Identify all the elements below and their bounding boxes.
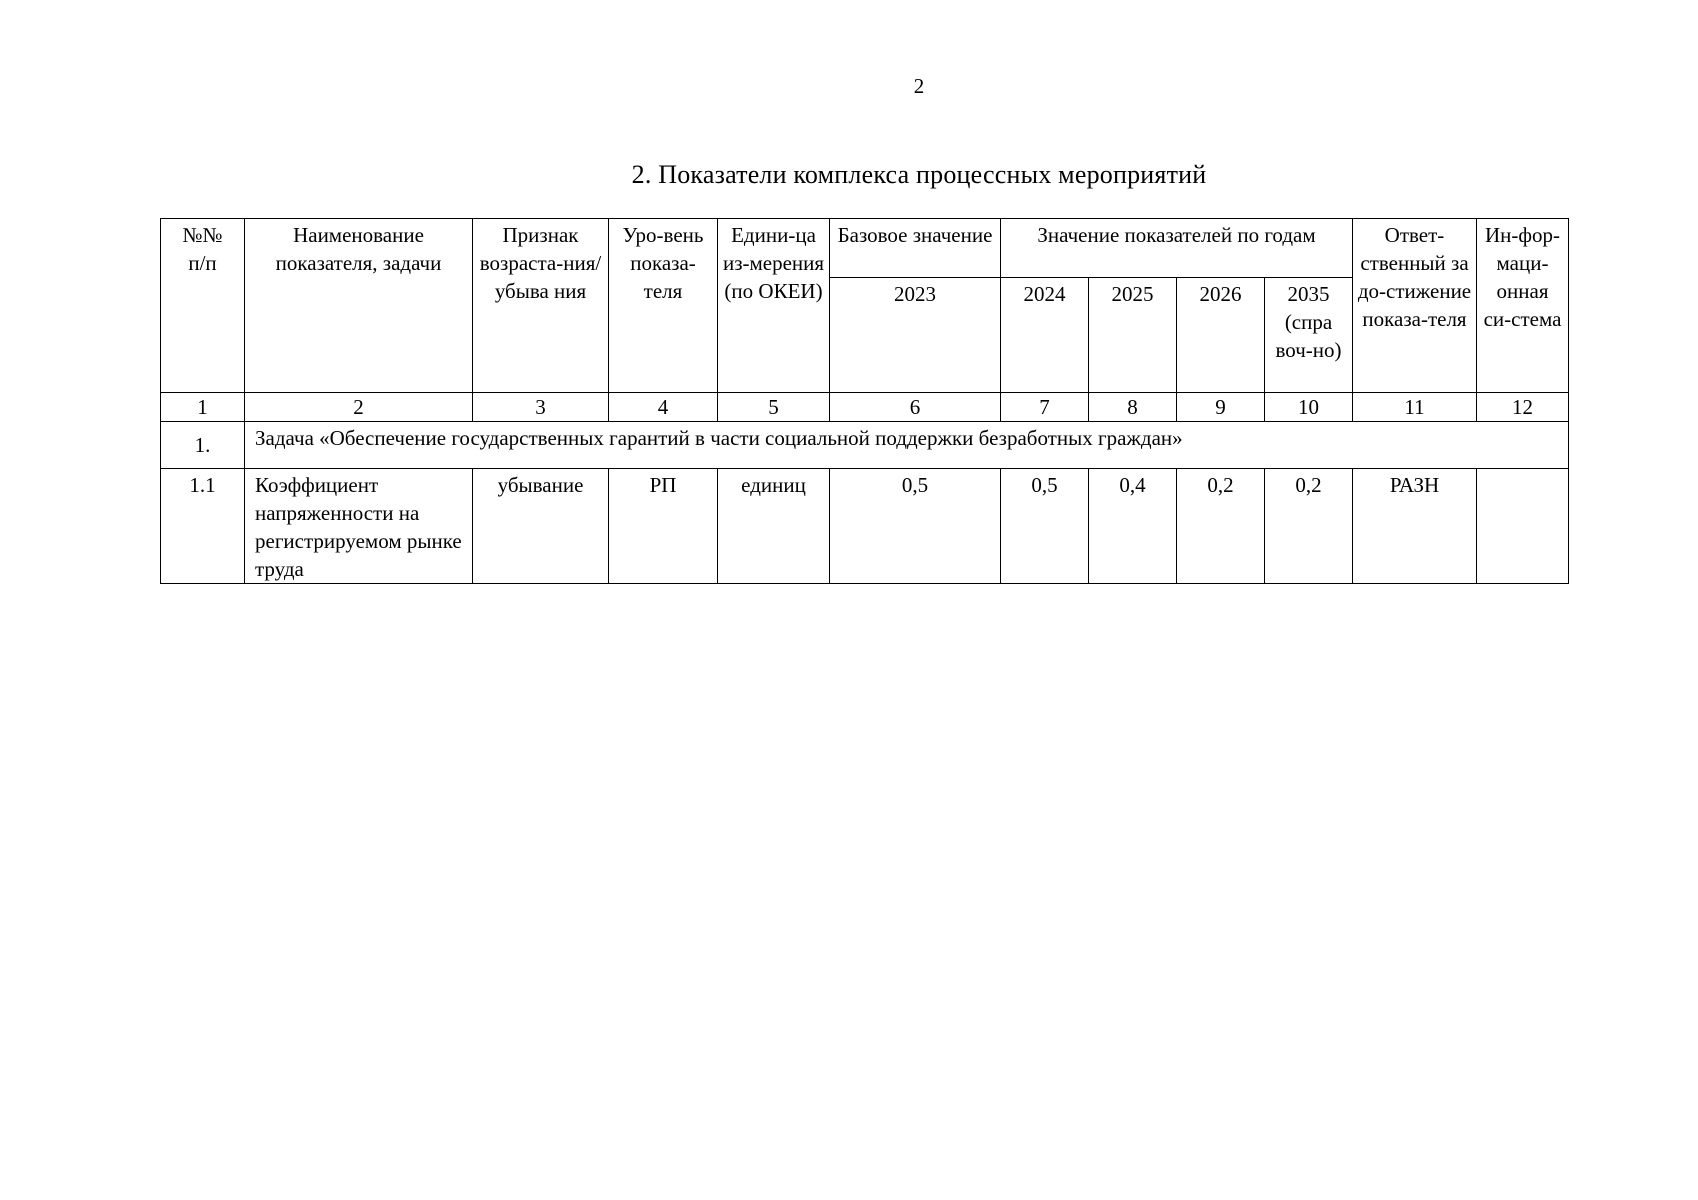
header-values-group: Значение показателей по годам — [1001, 219, 1353, 278]
header-year-2035: 2035 (спра воч-но) — [1265, 278, 1353, 393]
row-indicator-name: Коэффициент напряженности на регистрируемом рынке труда — [245, 469, 473, 584]
task-text: Задача «Обеспечение государственных гарантий в части социальной поддержки безработных граждан» — [245, 422, 1569, 469]
column-number: 1 — [161, 393, 245, 422]
column-number: 3 — [473, 393, 609, 422]
column-numbers-row — [161, 393, 1569, 422]
header-unit: Едини-ца из-мерения (по ОКЕИ) — [718, 219, 830, 393]
header-year-2026: 2026 — [1177, 278, 1265, 393]
column-number: 8 — [1089, 393, 1177, 422]
row-unit: единиц — [718, 469, 830, 584]
column-number: 2 — [245, 393, 473, 422]
header-year-2025: 2025 — [1089, 278, 1177, 393]
header-base-year: 2023 — [830, 278, 1001, 393]
header-name: Наименование показателя, задачи — [245, 219, 473, 393]
table-row — [161, 469, 1569, 584]
row-base-value: 0,5 — [830, 469, 1001, 584]
indicators-table — [160, 218, 1569, 584]
row-num: 1.1 — [161, 469, 245, 584]
column-number: 6 — [830, 393, 1001, 422]
section-title: 2. Показатели комплекса процессных мероприятий — [631, 160, 1207, 189]
header-row-top — [161, 219, 1569, 278]
header-year-2024: 2024 — [1001, 278, 1089, 393]
header-num — [161, 219, 245, 393]
task-row — [161, 422, 1569, 469]
row-level: РП — [609, 469, 718, 584]
column-number: 5 — [718, 393, 830, 422]
row-responsible: РАЗН — [1353, 469, 1477, 584]
page-number: 2 — [913, 74, 925, 98]
header-num-label: №№ п/п — [182, 223, 223, 275]
row-value-2026: 0,2 — [1177, 469, 1265, 584]
column-number: 11 — [1353, 393, 1477, 422]
header-base: Базовое значение — [830, 219, 1001, 278]
column-number: 12 — [1477, 393, 1569, 422]
column-number: 9 — [1177, 393, 1265, 422]
task-num: 1. — [161, 422, 245, 469]
row-value-2035: 0,2 — [1265, 469, 1353, 584]
indicators-table-wrapper — [160, 218, 1569, 584]
header-responsible: Ответ-ственный за до-стижение показа-теля — [1353, 219, 1477, 393]
column-number: 4 — [609, 393, 718, 422]
header-info-system: Ин-фор-маци-онная си-стема — [1477, 219, 1569, 393]
row-info-system — [1477, 469, 1569, 584]
row-value-2024: 0,5 — [1001, 469, 1089, 584]
row-sign: убывание — [473, 469, 609, 584]
header-sign: Признак возраста-ния/убыва ния — [473, 219, 609, 393]
column-number: 10 — [1265, 393, 1353, 422]
header-level: Уро-вень показа-теля — [609, 219, 718, 393]
row-value-2025: 0,4 — [1089, 469, 1177, 584]
column-number: 7 — [1001, 393, 1089, 422]
